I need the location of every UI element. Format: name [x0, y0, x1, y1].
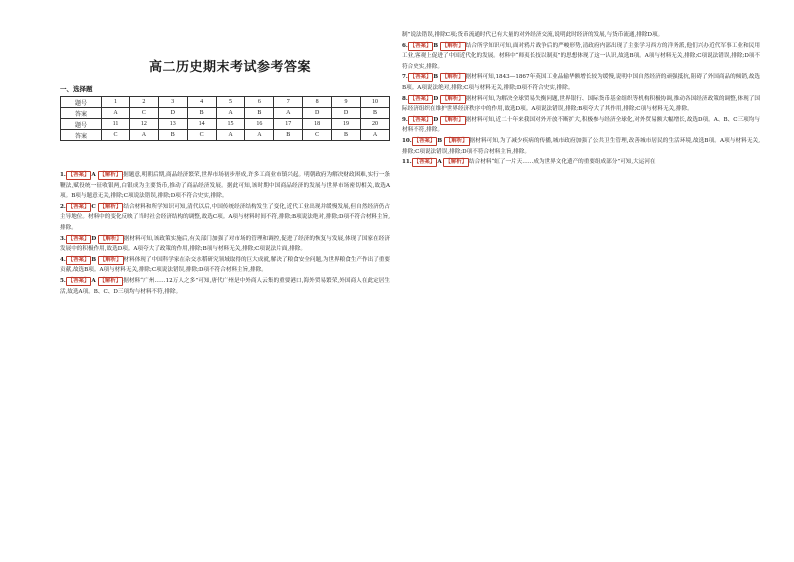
answer-table-header-cell: 答案: [61, 130, 102, 141]
answer-table-row: [61, 119, 390, 130]
analysis-tag: 【解析】: [99, 203, 122, 210]
analysis-tag: 【解析】: [442, 42, 464, 49]
answer-letter: B: [437, 137, 443, 144]
answer-table-cell: B: [274, 130, 303, 141]
answer-table-cell: C: [303, 130, 332, 141]
answer-table-cell: 6: [245, 97, 274, 108]
analysis-text: 据材料“广州……12万人之多”可知,唐代广州是中外商人云集的重要港口,海外贸易繁荣,外国商人在此定居生活,故选A项。B、C、D三项均与材料不符,排除。: [60, 277, 390, 295]
analysis-tag: 【解析】: [99, 256, 122, 263]
analysis-text: 据材料可知,1843—1867年英国工业品输华额增长较为缓慢,说明中国自然经济的顽强抵抗,阻碍了外国商品的倾销,故选B项。A项说法绝对,排除;C项与材料无关,排除;D项不符合史实,排除。: [402, 74, 760, 91]
question-number: 7.: [402, 74, 408, 81]
question-number: 9.: [402, 116, 408, 123]
analysis-tag: 【解析】: [442, 116, 464, 123]
question-number: 3.: [60, 235, 66, 242]
answer-table-cell: 10: [360, 97, 389, 108]
answer-letter: A: [437, 159, 442, 166]
answer-table-cell: B: [360, 108, 389, 119]
answer-table-cell: 1: [102, 97, 130, 108]
answer-table-cell: 4: [187, 97, 216, 108]
answer-tag: 【答案】: [67, 203, 90, 210]
right-column: [402, 0, 760, 562]
answer-table-cell: 5: [216, 97, 245, 108]
analysis-tag: 【解析】: [100, 235, 122, 242]
answer-letter: B: [433, 42, 439, 49]
answer-table-cell: A: [274, 108, 303, 119]
answer-table-row: [61, 97, 390, 108]
answer-table-cell: B: [158, 130, 187, 141]
answer-table-cell: 17: [274, 119, 303, 130]
answer-tag: 【答案】: [67, 256, 90, 263]
right-question-list: [402, 30, 760, 168]
answer-table-cell: 16: [245, 119, 274, 130]
analysis-tag: 【解析】: [441, 74, 464, 81]
section-heading: 一、选择题: [60, 85, 93, 93]
answer-table-cell: 2: [129, 97, 158, 108]
question-number: 2.: [60, 203, 66, 210]
answer-table-cell: A: [216, 108, 245, 119]
answer-tag: 【答案】: [67, 277, 90, 284]
answer-table-cell: 19: [332, 119, 361, 130]
analysis-tag: 【解析】: [442, 95, 464, 102]
analysis-text: 据题意,明朝后期,商品经济繁荣,世界市场初步形成,许多工商业市镇兴起。明朝政府为解决财政困难,实行一条鞭法,赋役统一征收银两,白银成为主要货币,推动了商品经济发展。据此可知,该时期中国商品经济的发展与世界市场密切相关,故选A项。B项与题意无关,排除;C项说法错误,排除;D项不符合史实,排除。: [60, 172, 390, 200]
answer-table-cell: 11: [102, 119, 130, 130]
question-number: 4.: [60, 256, 66, 263]
answer-letter: A: [91, 277, 96, 284]
question-item: [402, 115, 760, 136]
analysis-tag: 【解析】: [445, 137, 468, 144]
answer-tag: 【答案】: [67, 235, 90, 242]
answer-table-cell: 7: [274, 97, 303, 108]
question-item: [402, 136, 760, 157]
question-number: 6.: [402, 42, 408, 49]
answer-tag: 【答案】: [67, 172, 90, 178]
analysis-text: 结合材料和所学知识可知,清代以后,中国传统经济结构发生了变化,近代工业出现并缓慢发展,但自然经济仍占主导地位。材料中的变化反映了当时社会经济结构的调整,故选C项。A项与材料时间不符,排除;B项说法绝对,排除;D项不符合材料主旨,排除。: [60, 203, 390, 231]
question-number: 5.: [60, 277, 66, 284]
answer-table-cell: A: [102, 108, 130, 119]
analysis-text: 材料体现了中国科学家在杂交水稻研究领域取得的巨大成就,解决了粮食安全问题,为世界粮食生产作出了重要贡献,故选B项。A项与材料无关,排除;C项说法错误,排除;D项不符合材料主旨,排除。: [60, 256, 390, 274]
answer-tag: 【答案】: [413, 159, 436, 166]
analysis-tag: 【解析】: [99, 172, 122, 178]
page-title: 高二历史期末考试参考答案: [148, 60, 311, 75]
question-item: [60, 255, 390, 276]
answer-letter: D: [433, 95, 439, 102]
answer-table-cell: 14: [187, 119, 216, 130]
answer-table: [60, 96, 390, 141]
answer-table-cell: C: [129, 108, 158, 119]
answer-table-cell: 15: [216, 119, 245, 130]
answer-letter: B: [433, 74, 439, 81]
analysis-tag: 【解析】: [445, 159, 468, 166]
question-item: [402, 41, 760, 73]
left-column: [60, 0, 390, 562]
answer-tag: 【答案】: [409, 42, 432, 49]
answer-table-header-cell: 题号: [61, 97, 102, 108]
answer-table-row: [61, 130, 390, 141]
analysis-text: 结合所学知识可知,面对鸦片战争后的严峻形势,清政府内部出现了主张学习西方的洋务派,他们兴办近代军事工业和民用工业,客观上促进了中国近代化的发展。材料中“师夷长技以制夷”的思想体现了这一认识,故选B项。A项与材料无关,排除;C项说法错误,排除;D项不符合史实,排除。: [402, 42, 761, 70]
analysis-text: 结合材料“虹了一片天……成为世界文化遗产的重要组成部分”可知,大运河在: [469, 159, 656, 166]
answer-table-row: [61, 108, 390, 119]
answer-table-cell: D: [303, 108, 332, 119]
analysis-text: 据材料可知,近二十年来我国对外开放不断扩大,积极参与经济全球化,对外贸易额大幅增长,故选D项。A、B、C三项均与材料不符,排除。: [402, 116, 760, 134]
answer-tag: 【答案】: [413, 137, 436, 144]
answer-letter: A: [91, 172, 96, 178]
answer-table-cell: A: [360, 130, 389, 141]
question-item: [60, 170, 390, 202]
question-item: [402, 157, 760, 168]
answer-table-cell: C: [187, 130, 216, 141]
question-number: 1.: [60, 172, 66, 178]
answer-table-cell: B: [332, 130, 361, 141]
analysis-text: 据材料可知,为了减少疾病的传播,城市政府加强了公共卫生管理,改善城市居民的生活环境,故选B项。A项与材料无关,排除;C项说法错误,排除;D项不符合材料主旨,排除。: [402, 137, 760, 155]
answer-table-cell: D: [158, 108, 187, 119]
answer-table-cell: 12: [129, 119, 158, 130]
analysis-tag: 【解析】: [99, 277, 122, 284]
answer-table-cell: 8: [303, 97, 332, 108]
answer-table-cell: B: [245, 108, 274, 119]
answer-table-cell: A: [216, 130, 245, 141]
continued-text: 制”说法错误,排除C项;货币流通时代已有大量的对外经济交流,说明此时经济的发展,与货币流通,排除D项。: [402, 32, 664, 38]
answer-table-cell: A: [129, 130, 158, 141]
answer-tag: 【答案】: [409, 74, 432, 81]
answer-table-header-cell: 答案: [61, 108, 102, 119]
answer-table-cell: 9: [332, 97, 361, 108]
answer-table-cell: B: [187, 108, 216, 119]
answer-table-cell: A: [245, 130, 274, 141]
answer-table-cell: C: [102, 130, 130, 141]
answer-letter: C: [91, 203, 96, 210]
question-item: [402, 72, 760, 93]
answer-table-cell: 3: [158, 97, 187, 108]
left-question-list: [60, 170, 390, 297]
answer-tag: 【答案】: [409, 116, 432, 123]
analysis-text: 据材料可知,为解决全球贸易失衡问题,世界银行、国际货币基金组织等机构积极协调,推动各国经济政策的调整,体现了国际经济组织在维护世界经济秩序中的作用,故选D项。A项说法错误,排除;B项夸大了其作用,排除;C项与材料无关,排除。: [402, 95, 761, 113]
answer-table-cell: D: [332, 108, 361, 119]
answer-letter: D: [433, 116, 439, 123]
answer-letter: D: [91, 235, 97, 242]
question-item: [60, 234, 390, 255]
answer-table-cell: 18: [303, 119, 332, 130]
question-item: [60, 276, 390, 297]
question-item: [402, 94, 760, 115]
question-number: 10.: [402, 137, 412, 144]
answer-table-cell: 20: [360, 119, 389, 130]
question-number: 11.: [402, 159, 412, 166]
answer-table-cell: 13: [158, 119, 187, 130]
question-number: 8.: [402, 95, 408, 102]
answer-tag: 【答案】: [409, 95, 432, 102]
analysis-text: 据材料可知,该政策实施后,有关部门加强了对市场的管理和调控,促进了经济的恢复与发展,体现了国家在经济发展中的积极作用,故选D项。A项夸大了政策的作用,排除;B项与材料无关,排除;C项说法片面,排除。: [60, 235, 390, 253]
question-item: [60, 202, 390, 234]
answer-letter: B: [91, 256, 97, 263]
answer-table-header-cell: 题号: [61, 119, 102, 130]
